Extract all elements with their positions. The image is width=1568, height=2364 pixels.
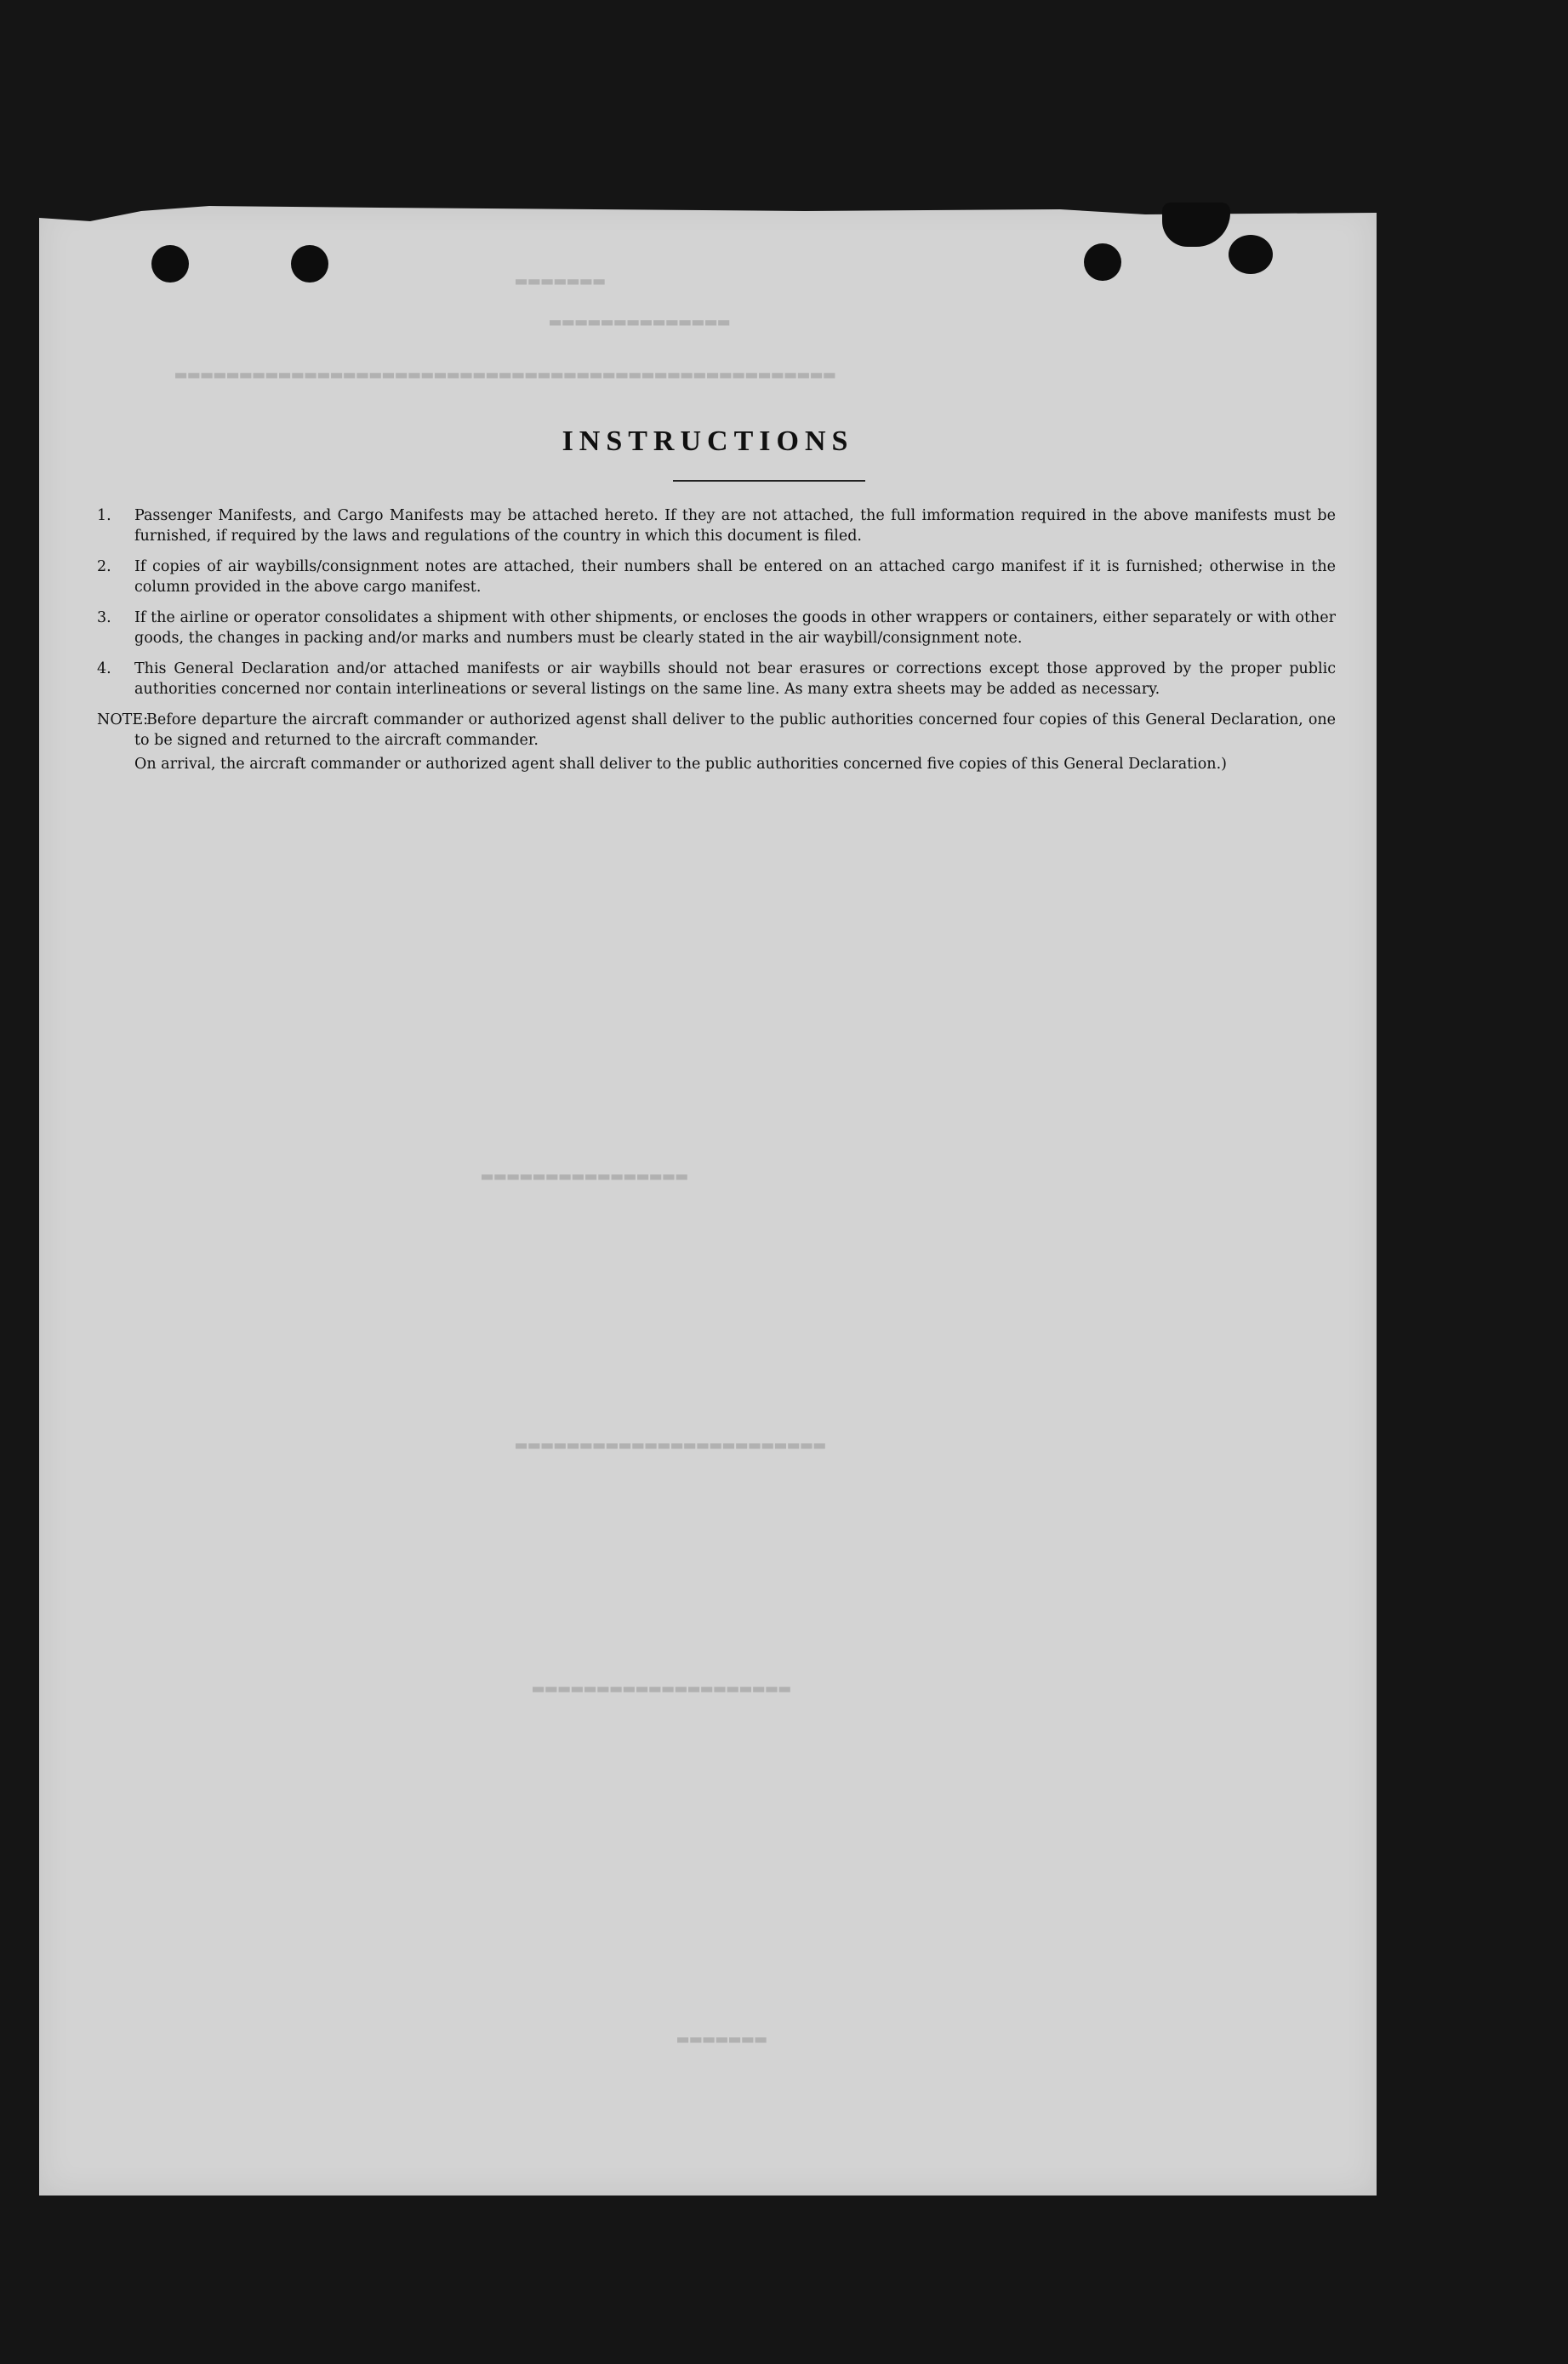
bleed-through-text: ▬▬▬▬▬▬▬ [677, 2029, 768, 2050]
item-text: If the airline or operator consolidates a shipment with other shipments, or encloses the goods in other wrappers or containers, either separately or with other goods, the changes in packing and/or marks and numbers must be clearly stated in the air waybill/consignment note. [134, 609, 1336, 647]
item-text: Passenger Manifests, and Cargo Manifests may be attached hereto. If they are not attached, the full imformation required in the above manifests must be furnished, if required by the laws and regulations of the country in which this document is filed. [134, 507, 1336, 545]
bleed-through-text: ▬▬▬▬▬▬▬▬▬▬▬▬▬▬▬▬▬▬▬▬▬▬▬▬▬▬▬▬▬▬▬▬▬▬▬▬▬▬▬▬▬▬▬▬▬▬▬▬▬▬▬ [175, 364, 837, 385]
instructions-list [97, 505, 1336, 774]
bleed-through-text: ▬▬▬▬▬▬▬▬▬▬▬▬▬▬▬▬▬▬▬▬▬▬▬▬ [516, 1435, 827, 1456]
bleed-through-text: ▬▬▬▬▬▬▬▬▬▬▬▬▬▬ [550, 311, 732, 333]
note-arrival-text: On arrival, the aircraft commander or authorized agent shall deliver to the public authorities concerned five copies of this General Declaration.) [134, 756, 1227, 773]
item-text: If copies of air waybills/consignment notes are attached, their numbers shall be entered on an attached cargo manifest if it is furnished; otherwise in the column provided in the above cargo manifest. [134, 558, 1336, 596]
item-number: 4. [97, 660, 111, 677]
note-label: NOTE: [97, 711, 149, 728]
title-underline [673, 480, 865, 482]
page-title: INSTRUCTIONS [562, 425, 854, 457]
item-text: This General Declaration and/or attached manifests or air waybills should not bear erasures or corrections except those approved by the proper public authorities concerned nor contain interlineations or several listings on the same line. As many extra sheets may be added as necessary. [134, 660, 1336, 698]
instruction-item [97, 557, 1336, 597]
punch-hole-left-2 [291, 245, 328, 283]
instruction-item [97, 505, 1336, 546]
punch-hole-right-2 [1229, 235, 1273, 274]
item-number: 3. [97, 609, 111, 626]
bleed-through-text: ▬▬▬▬▬▬▬ [516, 271, 607, 292]
note-block [97, 710, 1336, 751]
item-number: 2. [97, 558, 111, 575]
bleed-through-text: ▬▬▬▬▬▬▬▬▬▬▬▬▬▬▬▬▬▬▬▬ [533, 1678, 792, 1699]
punch-hole-right-1 [1084, 243, 1121, 281]
bleed-through-text: ▬▬▬▬▬▬▬▬▬▬▬▬▬▬▬▬ [482, 1166, 689, 1187]
punch-hole-left-1 [151, 245, 189, 283]
instruction-item [97, 608, 1336, 648]
note-text: Before departure the aircraft commander or authorized agenst shall deliver to the public authorities concerned four copies of this General Declaration, one to be signed and returned to the aircraft commander. [134, 711, 1336, 749]
item-number: 1. [97, 507, 111, 524]
document-page [39, 203, 1377, 2196]
instruction-item [97, 659, 1336, 699]
